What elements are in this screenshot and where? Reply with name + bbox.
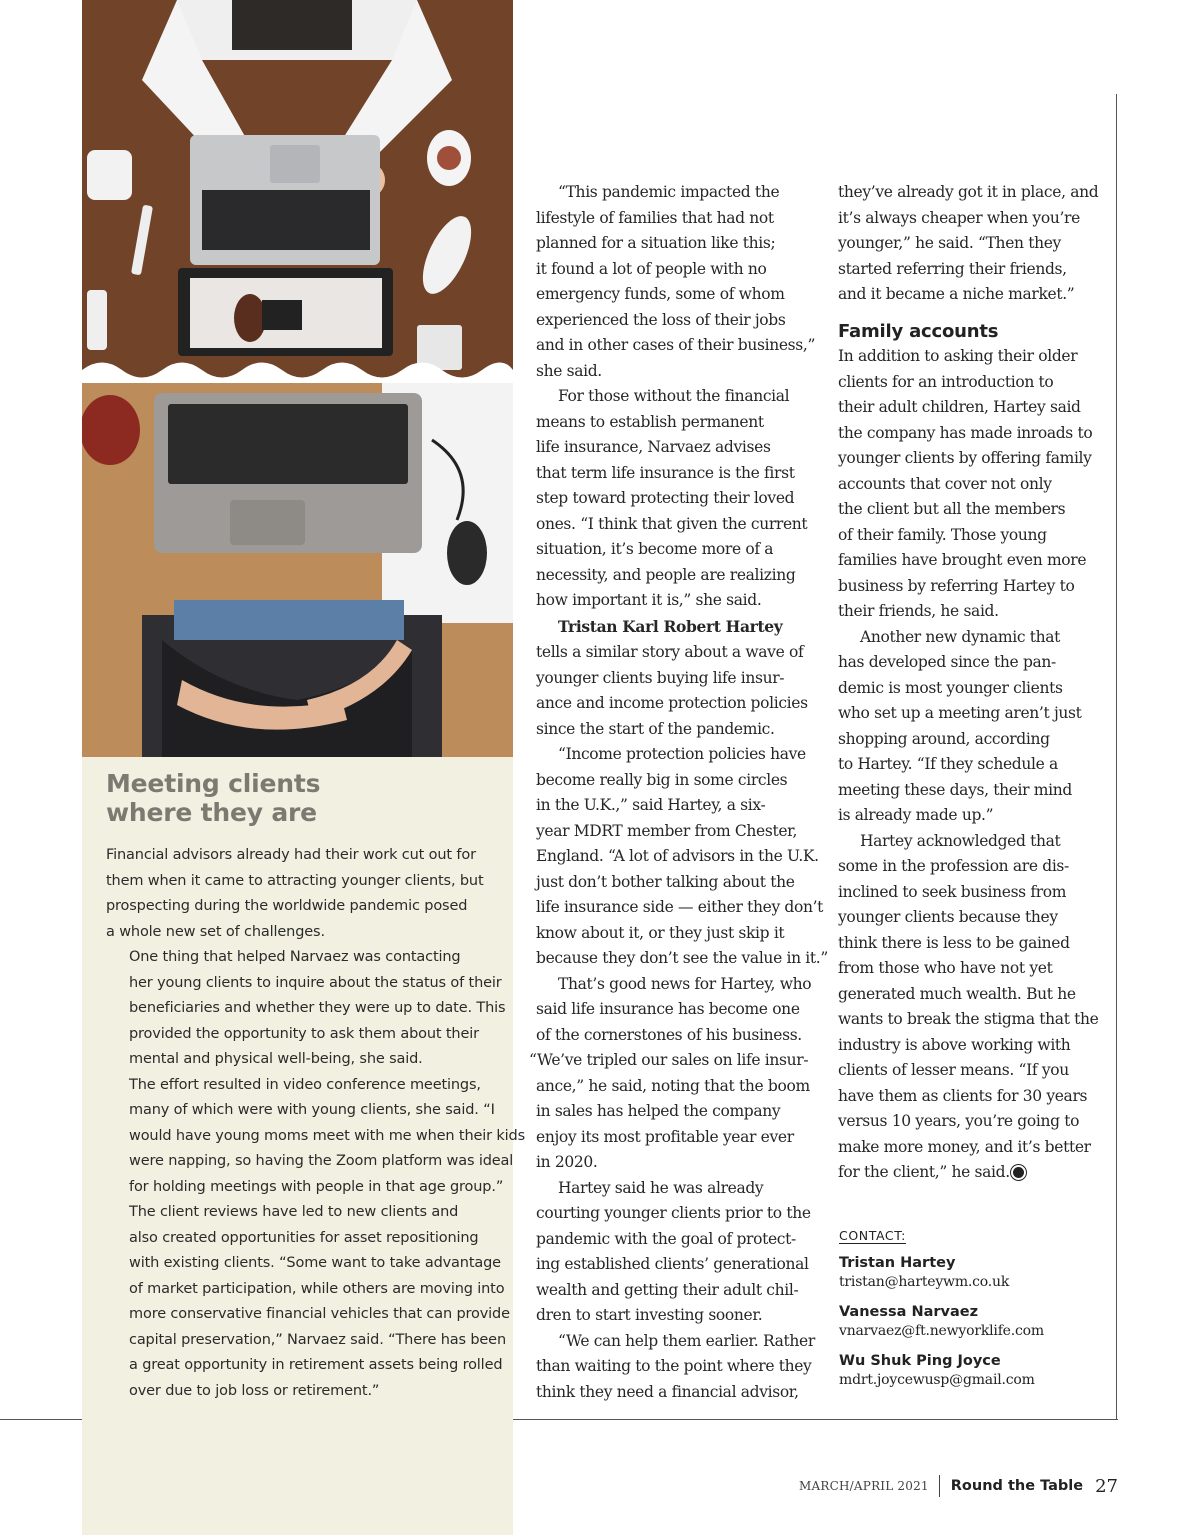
text-line: means to establish permanent xyxy=(536,412,764,431)
bottom-rule-right xyxy=(513,1419,1118,1420)
contact-block xyxy=(839,1228,1109,1401)
contact-email: vnarvaez@ft.newyorklife.com xyxy=(839,1323,1044,1339)
text-line: since the start of the pandemic. xyxy=(536,719,775,738)
text-line: experienced the loss of their jobs xyxy=(536,310,786,329)
contact-heading: CONTACT: xyxy=(839,1228,906,1243)
text-line: from those who have not yet xyxy=(838,959,1053,977)
text-line: year MDRT member from Chester, xyxy=(536,821,798,840)
text-line: Hartey said he was already xyxy=(558,1178,764,1197)
text-line: In addition to asking their older xyxy=(838,347,1078,365)
text-line: to Hartey. “If they schedule a xyxy=(838,755,1058,773)
text-line: business by referring Hartey to xyxy=(838,576,1075,595)
text-line: a great opportunity in retirement assets being rolled xyxy=(129,1357,503,1373)
text-line: in the U.K.,” said Hartey, a six- xyxy=(536,796,766,814)
article-photo xyxy=(82,0,513,757)
contact-list xyxy=(839,1254,1109,1390)
text-line: that term life insurance is the first xyxy=(536,463,795,482)
page-footer xyxy=(799,1473,1118,1499)
text-line: is already made up.” xyxy=(838,806,994,824)
text-line: has developed since the pan- xyxy=(838,653,1056,671)
contact-name: Vanessa Narvaez xyxy=(839,1304,979,1320)
text-line: and in other cases of their business,” xyxy=(536,336,816,354)
text-line: become really big in some circles xyxy=(536,770,788,789)
article-column-2 xyxy=(838,180,1108,1186)
text-line: pandemic with the goal of protect- xyxy=(536,1229,796,1248)
text-line: it found a lot of people with no xyxy=(536,259,767,278)
text-line: necessity, and people are realizing xyxy=(536,565,796,584)
article-column-1 xyxy=(529,180,828,1405)
text-line: situation, it’s become more of a xyxy=(536,540,774,558)
sidebar-body xyxy=(106,843,526,1404)
text-line: mental and physical well-being, she said. xyxy=(129,1051,423,1067)
text-line: dren to start investing sooner. xyxy=(536,1306,763,1324)
text-line: provided the opportunity to ask them about their xyxy=(129,1025,479,1042)
text-line: also created opportunities for asset repositioning xyxy=(129,1229,479,1246)
text-line: know about it, or they just skip it xyxy=(536,923,785,942)
text-line: wealth and getting their adult chil- xyxy=(536,1280,799,1299)
text-line: a whole new set of challenges. xyxy=(106,923,325,940)
text-line: life insurance side — either they don’t xyxy=(536,898,824,916)
text-line: of the cornerstones of his business. xyxy=(536,1025,802,1044)
text-line: England. “A lot of advisors in the U.K. xyxy=(536,847,819,865)
text-line: prospecting during the worldwide pandemic posed xyxy=(106,898,468,914)
text-line: beneficiaries and whether they were up to date. This xyxy=(129,1000,506,1016)
text-line: were napping, so having the Zoom platform was ideal xyxy=(129,1153,514,1169)
text-line: it’s always cheaper when you’re xyxy=(838,208,1080,227)
text-line: That’s good news for Hartey, who xyxy=(558,974,812,993)
text-line: Financial advisors already had their work cut out for xyxy=(106,847,476,863)
text-line: would have young moms meet with me when their kids xyxy=(129,1127,526,1144)
text-line: how important it is,” she said. xyxy=(536,591,762,609)
text-line: in sales has helped the company xyxy=(536,1102,781,1120)
issue-date: MARCH/APRIL 2021 xyxy=(799,1479,929,1493)
text-line: One thing that helped Narvaez was contacting xyxy=(129,949,461,965)
text-line: their friends, he said. xyxy=(838,602,999,620)
section-subhead: Family accounts xyxy=(838,320,999,342)
text-line: life insurance, Narvaez advises xyxy=(536,438,771,456)
text-line: “This pandemic impacted the xyxy=(558,183,780,201)
text-line: clients for an introduction to xyxy=(838,372,1054,391)
text-line: shopping around, according xyxy=(838,729,1050,748)
text-line: think they need a financial advisor, xyxy=(536,1382,799,1401)
text-line: over due to job loss or retirement.” xyxy=(129,1382,380,1399)
text-line: For those without the financial xyxy=(558,387,790,405)
text-line: meeting these days, their mind xyxy=(838,780,1072,799)
text-line: younger clients buying life insur- xyxy=(536,668,785,687)
text-line: generated much wealth. But he xyxy=(838,984,1076,1003)
text-line: many of which were with young clients, she said. “I xyxy=(129,1102,495,1118)
magazine-name: Round the Table xyxy=(950,1478,1084,1494)
text-line: demic is most younger clients xyxy=(838,678,1063,697)
text-line: ones. “I think that given the current xyxy=(536,514,808,533)
text-line: for the client,” he said. xyxy=(838,1160,1108,1186)
text-line xyxy=(536,614,821,641)
text-line: more conservative financial vehicles that can provide xyxy=(129,1306,510,1322)
sidebar-paragraph xyxy=(106,1200,510,1404)
text-line: wants to break the stigma that the xyxy=(838,1010,1099,1028)
text-line: think there is less to be gained xyxy=(838,933,1070,952)
text-line: planned for a situation like this; xyxy=(536,234,776,252)
sidebar-paragraph xyxy=(106,843,501,945)
text-line: emergency funds, some of whom xyxy=(536,285,785,303)
text-line: lifestyle of families that had not xyxy=(536,208,774,227)
text-line: “We’ve tripled our sales on life insur- xyxy=(529,1051,809,1069)
sidebar-paragraph xyxy=(106,945,506,1073)
text-line: The effort resulted in video conference meetings, xyxy=(129,1076,481,1093)
text-line: step toward protecting their loved xyxy=(536,489,795,507)
text-line: younger clients because they xyxy=(838,908,1058,926)
text-line: younger clients by offering family xyxy=(838,449,1092,467)
text-line: “Income protection policies have xyxy=(558,745,806,763)
text-line: clients of lesser means. “If you xyxy=(838,1061,1069,1079)
text-line: in 2020. xyxy=(536,1153,598,1171)
text-line: ing established clients’ generational xyxy=(536,1255,809,1273)
bottom-rule-left xyxy=(0,1419,82,1420)
contact-name: Wu Shuk Ping Joyce xyxy=(839,1353,1001,1369)
footer-separator xyxy=(939,1475,940,1497)
text-line: accounts that cover not only xyxy=(838,474,1052,493)
text-line: “We can help them earlier. Rather xyxy=(558,1331,815,1350)
end-mark-icon xyxy=(1013,1167,1024,1178)
sidebar-panel xyxy=(82,757,526,1535)
text-line: with existing clients. “Some want to take advantage xyxy=(129,1255,501,1271)
contact-email: mdrt.joycewusp@gmail.com xyxy=(839,1372,1035,1388)
text-line: have them as clients for 30 years xyxy=(838,1086,1088,1105)
text-line: the company has made inroads to xyxy=(838,423,1093,442)
text-line: courting younger clients prior to the xyxy=(536,1204,811,1222)
text-line: make more money, and it’s better xyxy=(838,1137,1091,1156)
text-line: because they don’t see the value in it.” xyxy=(536,949,828,967)
text-line: The client reviews have led to new clients and xyxy=(129,1204,459,1220)
text-line: for holding meetings with people in that age group.” xyxy=(129,1178,504,1195)
text-line: just don’t bother talking about the xyxy=(536,872,795,891)
text-line: some in the profession are dis- xyxy=(838,857,1069,875)
right-rule xyxy=(1116,94,1117,1420)
text-line: and it became a niche market.” xyxy=(838,285,1075,303)
contact-email: tristan@harteywm.co.uk xyxy=(839,1274,1010,1290)
text-line: her young clients to inquire about the status of their xyxy=(129,974,502,991)
text-line: said life insurance has become one xyxy=(536,1000,800,1018)
text-line: Another new dynamic that xyxy=(860,627,1061,646)
text-line: of their family. Those young xyxy=(838,525,1047,544)
text-line: younger,” he said. “Then they xyxy=(838,234,1061,252)
text-line: the client but all the members xyxy=(838,500,1066,518)
sidebar-title: Meeting clients where they are xyxy=(106,769,321,827)
text-line: they’ve already got it in place, and xyxy=(838,183,1099,201)
text-line: ance,” he said, noting that the boom xyxy=(536,1076,810,1095)
text-line: tells a similar story about a wave of xyxy=(536,643,804,661)
text-line: capital preservation,” Narvaez said. “There has been xyxy=(129,1331,506,1348)
sidebar-paragraph xyxy=(106,1073,526,1201)
text-line: them when it came to attracting younger clients, but xyxy=(106,872,484,889)
text-line: inclined to seek business from xyxy=(838,882,1067,901)
person-name: Tristan Karl Robert Hartey xyxy=(558,616,783,636)
text-line: their adult children, Hartey said xyxy=(838,398,1081,416)
text-line: than waiting to the point where they xyxy=(536,1357,812,1375)
contact-name: Tristan Hartey xyxy=(839,1255,956,1271)
text-line: of market participation, while others are moving into xyxy=(129,1280,505,1297)
text-line: versus 10 years, you’re going to xyxy=(838,1112,1080,1130)
text-line: started referring their friends, xyxy=(838,259,1067,278)
text-line: she said. xyxy=(536,361,602,380)
text-line: families have brought even more xyxy=(838,551,1087,569)
text-line: industry is above working with xyxy=(838,1035,1071,1054)
text-line: enjoy its most profitable year ever xyxy=(536,1127,794,1146)
text-line: Hartey acknowledged that xyxy=(860,831,1061,850)
page-number: 27 xyxy=(1095,1475,1118,1497)
text-line: who set up a meeting aren’t just xyxy=(838,704,1082,722)
text-line: ance and income protection policies xyxy=(536,694,808,712)
